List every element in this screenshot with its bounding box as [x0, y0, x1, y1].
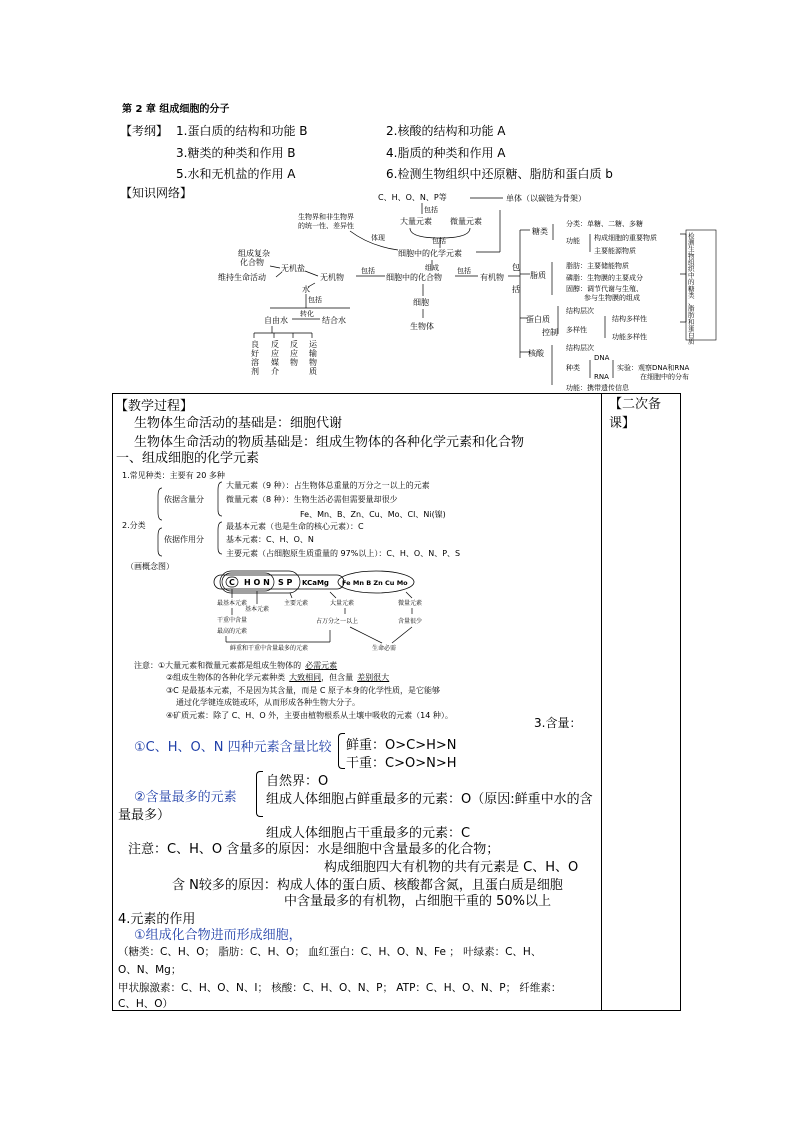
class-item: Fe、Mn、B、Zn、Cu、Mo、Cl、Ni(镍)	[300, 510, 446, 519]
class-item: 基本元素：C、H、O、N	[226, 535, 314, 544]
cm-label: 主要元素	[284, 600, 309, 607]
svg-text:剂: 剂	[251, 367, 259, 376]
cm-label: 含量很少	[398, 618, 423, 625]
class-item: 主要元素（占细胞原生质重量的 97%以上）：C、H、O、N、P、S	[226, 549, 461, 558]
svg-text:媒: 媒	[271, 358, 279, 367]
cm-element: KCaMg	[302, 579, 329, 587]
brace	[256, 771, 263, 817]
attention-line: 注意：C、H、O 含量多的原因：水是细胞中含量最多的化合物；	[128, 842, 500, 857]
most-line: 组成人体细胞占干重最多的元素：C	[266, 826, 471, 841]
net-label: 组成	[425, 264, 439, 272]
class-item: 大量元素（9 种）：占生物体总重量的万分之一以上的元素	[226, 481, 430, 490]
net-label: 包括	[424, 206, 438, 214]
attention-line: 构成细胞四大有机物的共有元素是 C、H、O	[324, 860, 579, 875]
net-label: 维持生命活动	[218, 273, 266, 282]
content-heading: 4.元素的作用	[118, 912, 196, 927]
section-heading: 一、组成细胞的化学元素	[116, 451, 260, 466]
cm-element: S P	[278, 578, 293, 587]
net-label: 结构多样性	[612, 315, 647, 323]
cm-label: 干重中含量	[217, 617, 248, 624]
test-char: 质	[688, 337, 695, 346]
net-label: 结合水	[322, 316, 346, 325]
net-label: 分类：单糖、二糖、多糖	[566, 220, 643, 228]
net-label: 包括	[432, 237, 446, 245]
common-types: 1.常见种类：主要有 20 多种	[122, 471, 225, 480]
cm-element: H O N	[244, 578, 270, 587]
ratio-line: 鲜重：O>C>H>N	[346, 738, 457, 753]
net-label: 生物界和非生物界	[298, 213, 354, 221]
svg-text:物: 物	[290, 358, 298, 367]
net-label: 蛋白质	[526, 315, 550, 324]
cm-label: 大量元素	[330, 600, 355, 607]
net-label: 多样性	[566, 326, 587, 334]
test-char: 和	[688, 317, 695, 326]
svg-text:溶: 溶	[251, 358, 259, 367]
net-label: 细胞中的化合物	[386, 273, 442, 282]
compare-heading: ①C、H、O、N 四种元素含量比较	[134, 740, 332, 755]
outline-item: 2.核酸的结构和功能 A	[386, 124, 506, 138]
cm-label: 基本元素	[245, 606, 270, 613]
second-prep-label: 【二次备课】	[609, 397, 662, 431]
test-char: 物	[688, 251, 695, 260]
class-label: 依据作用分	[164, 535, 204, 544]
net-label: 脂质	[530, 271, 546, 280]
brace	[338, 733, 345, 769]
net-label: 细胞	[413, 298, 429, 307]
attention-line: 中含量最多的有机物，占细胞干重的 50%以上	[284, 894, 552, 909]
net-label: 磷脂：生物膜的主要成分	[566, 274, 643, 282]
cm-label: 最高的元素	[217, 628, 248, 635]
most-heading: ②含量最多的元素	[134, 790, 237, 805]
class-label: 依据含量分	[164, 495, 204, 504]
net-label: 无机物	[320, 273, 344, 282]
most-line: 量最多）	[118, 808, 171, 823]
net-label: 包括	[308, 296, 322, 304]
test-char: 的	[688, 278, 695, 287]
svg-text:质: 质	[309, 367, 317, 376]
net-label: 固醇：调节代谢与生殖、	[566, 285, 643, 293]
class-item: 最基本元素（也是生命的核心元素）：C	[226, 522, 364, 531]
cm-element: C	[229, 578, 235, 587]
outline-item: 5.水和无机盐的作用 A	[176, 167, 296, 181]
note-line: ③C 是最基本元素，不是因为其含量，而是 C 原子本身的化学性质，是它能够	[166, 686, 440, 695]
note-line: 通过化学键连成链或环，从而形成各种生物大分子。	[176, 698, 360, 707]
class-label: 2.分类	[122, 521, 146, 530]
cm-label: 最基本元素	[217, 600, 248, 607]
net-label: DNA	[594, 354, 610, 362]
net-label: 无机盐	[281, 264, 305, 273]
function-heading: ①组成化合物进而形成细胞，	[134, 928, 302, 943]
test-char: 检	[688, 232, 695, 240]
test-char: 组	[688, 258, 695, 267]
svg-text:反: 反	[290, 340, 298, 349]
net-label: 在细胞中的分布	[640, 373, 689, 381]
svg-text:应: 应	[290, 349, 298, 358]
most-line: 自然界：O	[266, 774, 329, 789]
test-char: 白	[688, 331, 695, 339]
test-char: 、	[688, 298, 695, 306]
net-label: RNA	[594, 373, 609, 381]
basis-line: 生物体生命活动的基础是：细胞代谢	[134, 416, 343, 431]
net-label: 化合物	[240, 258, 264, 267]
chapter-title: 第 2 章 组成细胞的分子	[122, 104, 230, 115]
net-label: 转化	[300, 310, 314, 318]
cm-label: 微量元素	[398, 600, 423, 607]
net-label: 控制	[542, 328, 558, 337]
net-label: 单体（以碳链为骨架）	[506, 194, 586, 203]
note-line: 注意：①大量元素和微量元素都是组成生物体的 必需元素	[134, 661, 338, 670]
net-label: 组成复杂	[238, 249, 270, 258]
svg-text:物: 物	[309, 358, 317, 367]
basis-line: 生物体生命活动的物质基础是：组成生物体的各种化学元素和化合物	[134, 435, 525, 450]
net-label: 微量元素	[450, 217, 482, 226]
svg-text:好: 好	[251, 349, 259, 358]
test-char: 糖	[688, 284, 695, 293]
net-label: 包括	[361, 267, 375, 275]
svg-text:输: 输	[309, 349, 317, 358]
test-char: 测	[688, 238, 695, 247]
outline-item: 4.脂质的种类和作用 A	[386, 146, 506, 160]
note-line: ④矿质元素：除了 C、H、O 外，主要由植物根系从土壤中吸收的元素（14 种）。	[166, 711, 453, 720]
net-label: 结构层次	[566, 344, 594, 352]
net-label: 功能	[566, 237, 580, 245]
example-line: O、N、Mg；	[118, 964, 182, 976]
test-char: 生	[688, 245, 695, 254]
net-label: 参与生物膜的组成	[584, 294, 640, 302]
concept-map-note: （画概念图）	[126, 562, 174, 571]
ratio-line: 干重：C>O>N>H	[346, 756, 457, 771]
test-char: 中	[688, 271, 695, 280]
content-heading: 3.含量：	[534, 716, 582, 730]
net-label: 糖类	[532, 227, 548, 236]
svg-text:运: 运	[309, 340, 317, 349]
cm-label: 生命必需	[372, 645, 397, 652]
example-line: 甲状腺激素：C、H、O、N、I； 核酸：C、H、O、N、P； ATP：C、H、O、N、P； 纤维素：	[118, 982, 562, 994]
net-label: 主要能源物质	[594, 247, 636, 255]
test-char: 蛋	[688, 324, 695, 333]
net-label: 功能多样性	[612, 333, 647, 341]
net-label: 生物体	[410, 322, 434, 331]
process-label: 【教学过程】	[115, 399, 194, 414]
test-char: 织	[688, 265, 695, 273]
net-label: 种类	[566, 364, 580, 372]
most-line: 组成人体细胞占鲜重最多的元素：O（原因:鲜重中水的含	[266, 792, 593, 807]
outline-item: 1.蛋白质的结构和功能 B	[176, 124, 308, 138]
net-label: 实验：观察DNA和RNA	[617, 364, 690, 372]
cm-label: 鲜重和干重中含量最多的元素	[230, 645, 309, 652]
network-label: 【知识网络】	[120, 186, 193, 200]
net-label: 有机物	[480, 273, 504, 282]
net-label: 脂肪：主要储能物质	[566, 262, 629, 270]
net-label: 水	[302, 285, 310, 294]
outline-item: 6.检测生物组织中还原糖、脂肪和蛋白质 b	[386, 167, 613, 181]
net-label: 自由水	[264, 316, 288, 325]
net-label: 包括	[457, 267, 471, 275]
net-label: 括	[512, 285, 520, 294]
test-char: 肪	[688, 311, 695, 320]
outline-label: 【考纲】	[120, 124, 169, 138]
test-char: 脂	[688, 304, 695, 313]
net-label: 体现	[371, 234, 385, 242]
test-char: 类	[688, 291, 695, 300]
note-line: ②组成生物体的各种化学元素种类 大致相同，但含量 差别很大	[166, 673, 390, 682]
net-label: 的统一性、差异性	[298, 222, 354, 230]
svg-text:介: 介	[271, 367, 279, 376]
svg-text:应: 应	[271, 349, 279, 358]
net-label: 核酸	[528, 349, 544, 358]
attention-line: 含 N较多的原因：构成人体的蛋白质、核酸都含氮，且蛋白质是细胞	[172, 878, 563, 893]
net-label: 大量元素	[400, 217, 432, 226]
cm-element: Fe Mn B Zn Cu Mo	[342, 579, 408, 587]
example-line: （糖类：C、H、O； 脂肪：C、H、O； 血红蛋白：C、H、O、N、Fe ； 叶绿素：C、H、	[118, 946, 542, 958]
cm-label: 占万分之一以上	[316, 618, 359, 625]
outline-item: 3.糖类的种类和作用 B	[176, 146, 296, 160]
net-label: C、H、O、N、P等	[378, 193, 447, 202]
example-line: C、H、O）	[118, 998, 173, 1010]
net-label: 结构层次	[566, 307, 594, 315]
net-label: 包	[512, 263, 520, 272]
class-item: 微量元素（8 种）：生物生活必需但需要量却很少	[226, 495, 398, 504]
net-label: 细胞中的化学元素	[398, 249, 462, 258]
net-label: 构成细胞的重要物质	[594, 234, 657, 242]
svg-text:良: 良	[251, 340, 259, 349]
net-label: 功能：携带遗传信息	[566, 384, 629, 392]
svg-text:反: 反	[271, 340, 279, 349]
